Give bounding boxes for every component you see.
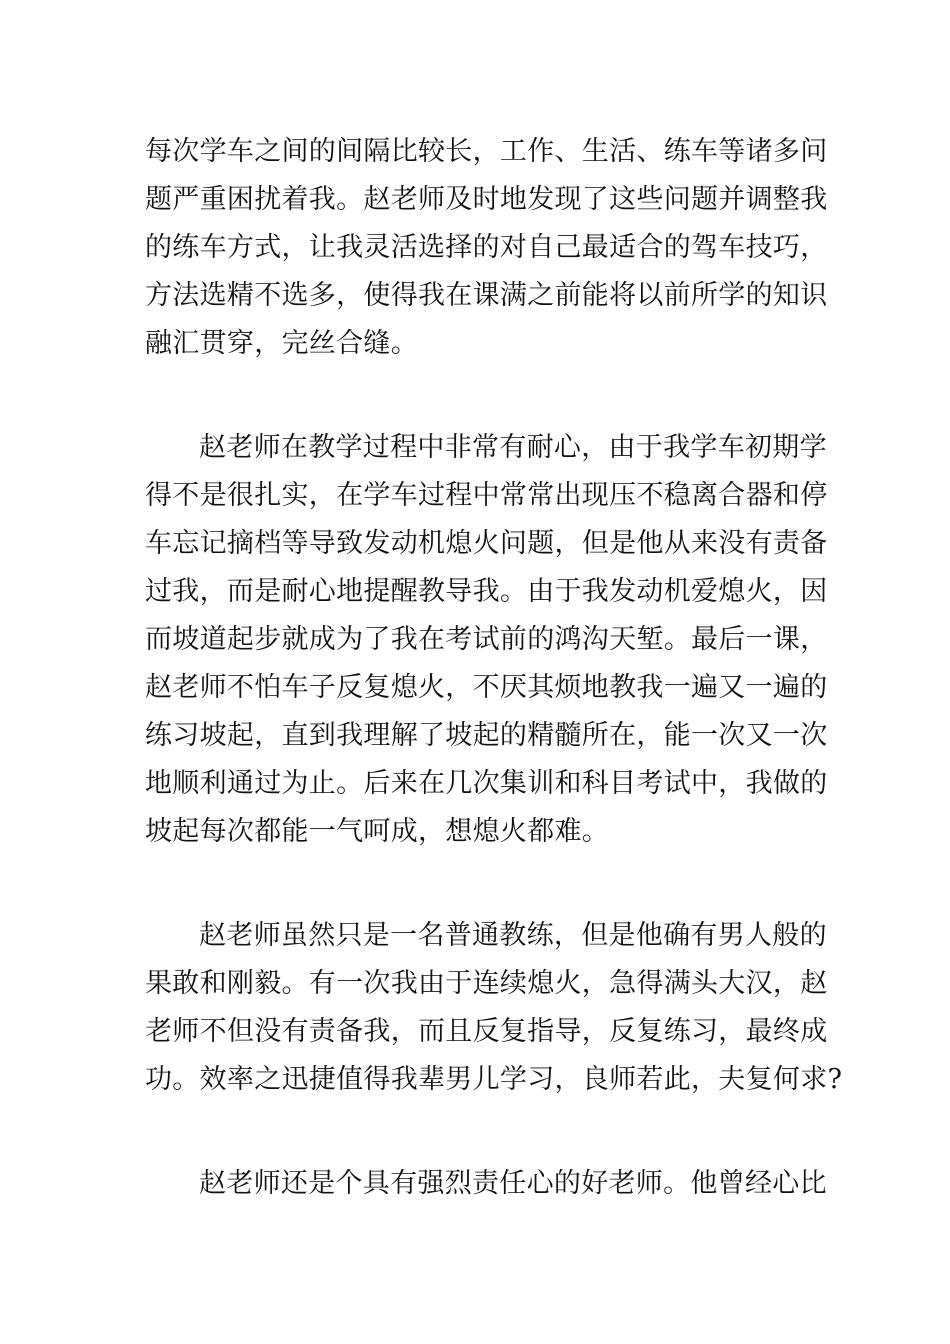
- paragraph-1-line-2: 题严重困扰着我。赵老师及时地发现了这些问题并调整我: [145, 184, 828, 215]
- paragraph-2-line-2: 得不是很扎实，在学车过程中常常出现压不稳离合器和停: [145, 480, 828, 511]
- paragraph-2-line-5: 而坡道起步就成为了我在考试前的鸿沟天堑。最后一课，: [145, 624, 828, 655]
- paragraph-2-line-4: 过我，而是耐心地提醒教导我。由于我发动机爱熄火，因: [145, 576, 828, 607]
- paragraph-1-line-1: 每次学车之间的间隔比较长，工作、生活、练车等诸多问: [145, 136, 828, 167]
- paragraph-2-line-1: 赵老师在教学过程中非常有耐心，由于我学车初期学: [199, 432, 827, 463]
- paragraph-2-line-7: 练习坡起，直到我理解了坡起的精髓所在，能一次又一次: [145, 720, 828, 751]
- paragraph-3-line-1: 赵老师虽然只是一名普通教练，但是他确有男人般的: [199, 920, 827, 951]
- paragraph-2-line-3: 车忘记摘档等导致发动机熄火问题，但是他从来没有责备: [145, 528, 828, 559]
- paragraph-1-line-5: 融汇贯穿，完丝合缝。: [145, 328, 418, 359]
- paragraph-3-line-3: 老师不但没有责备我，而且反复指导，反复练习，最终成: [145, 1016, 828, 1047]
- paragraph-3-line-2: 果敢和刚毅。有一次我由于连续熄火，急得满头大汉，赵: [145, 968, 828, 999]
- paragraph-4-line-1: 赵老师还是个具有强烈责任心的好老师。他曾经心比: [199, 1168, 827, 1199]
- paragraph-2-line-8: 地顺利通过为止。后来在几次集训和科目考试中，我做的: [145, 768, 828, 799]
- paragraph-2-line-6: 赵老师不怕车子反复熄火，不厌其烦地教我一遍又一遍的: [145, 672, 828, 703]
- paragraph-2-line-9: 坡起每次都能一气呵成，想熄火都难。: [145, 816, 610, 847]
- paragraph-3-line-4: 功。效率之迅捷值得我辈男儿学习，良师若此，夫复何求?: [145, 1064, 843, 1095]
- paragraph-1-line-4: 方法选精不选多，使得我在课满之前能将以前所学的知识: [145, 280, 828, 311]
- paragraph-1-line-3: 的练车方式，让我灵活选择的对自己最适合的驾车技巧，: [145, 232, 828, 263]
